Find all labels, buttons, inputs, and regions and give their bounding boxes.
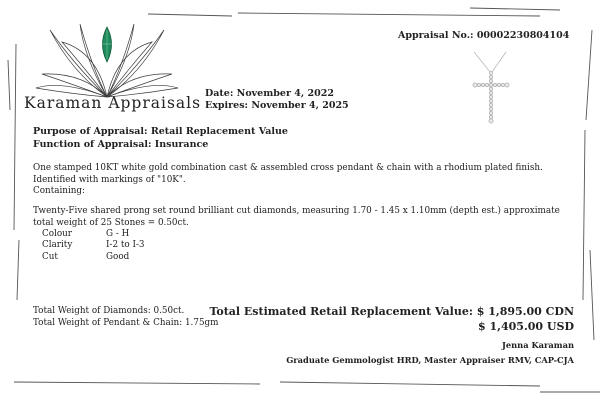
emerald-gem-icon xyxy=(102,27,112,62)
grade-row-colour xyxy=(42,229,145,240)
appraiser-credentials: Graduate Gemmologist HRD, Master Appraiser RMV, CAP-CJA xyxy=(286,355,574,365)
function-line: Function of Appraisal: Insurance xyxy=(33,138,209,150)
grade-value: Good xyxy=(106,251,130,262)
diamond-weight: Total Weight of Diamonds: 0.50ct. xyxy=(33,306,185,316)
edge-line xyxy=(586,30,592,120)
appraisal-date: Date: November 4, 2022 xyxy=(205,88,334,99)
total-value-cdn: Total Estimated Retail Replacement Value: $ 1,895.00 CDN xyxy=(209,305,574,318)
expiry-date: Expires: November 4, 2025 xyxy=(205,100,349,111)
edge-line xyxy=(17,240,19,300)
edge-line xyxy=(470,8,560,10)
replacement-value-block xyxy=(209,304,574,334)
grade-row-clarity xyxy=(42,240,145,251)
grade-row-cut xyxy=(42,252,145,263)
grade-value: G - H xyxy=(106,229,130,239)
purpose-line: Purpose of Appraisal: Retail Replacement Value xyxy=(33,126,288,137)
purpose-block xyxy=(33,126,288,151)
stones-description: Twenty-Five shared prong set round brilliant cut diamonds, measuring 1.70 - 1.45 x 1.10mm (depth est.) approximate total weight of 25 Stones = 0.50ct. xyxy=(33,206,560,228)
date-block xyxy=(205,88,349,112)
edge-line xyxy=(148,14,232,16)
weights-block xyxy=(33,306,219,329)
pendant-chain-weight: Total Weight of Pendant & Chain: 1.75gm xyxy=(33,317,219,328)
grade-label: Clarity xyxy=(42,240,73,251)
grade-label: Colour xyxy=(42,229,73,239)
pendant-photo xyxy=(440,52,550,132)
grading-table xyxy=(42,229,145,263)
appraisal-number: Appraisal No.: 00002230804104 xyxy=(398,30,570,41)
edge-line xyxy=(8,60,10,110)
edge-line xyxy=(583,130,585,300)
total-value-usd: $ 1,405.00 USD xyxy=(478,320,574,333)
grade-value: I-2 to I-3 xyxy=(106,240,145,251)
signature-block xyxy=(286,338,574,368)
brand-name: Karaman Appraisals xyxy=(24,94,202,112)
grade-label: Cut xyxy=(42,251,58,262)
edge-line xyxy=(238,13,540,16)
appraiser-name: Jenna Karaman xyxy=(501,340,574,350)
edge-line xyxy=(590,250,594,340)
edge-line xyxy=(14,382,260,384)
item-description xyxy=(33,163,573,198)
item-text: One stamped 10KT white gold combination cast & assembled cross pendant & chain with a rhodium plated finish. Identified with markings of "10K". xyxy=(33,163,543,185)
containing-label: Containing: xyxy=(33,186,86,196)
edge-line xyxy=(14,44,16,230)
edge-line xyxy=(280,382,540,386)
